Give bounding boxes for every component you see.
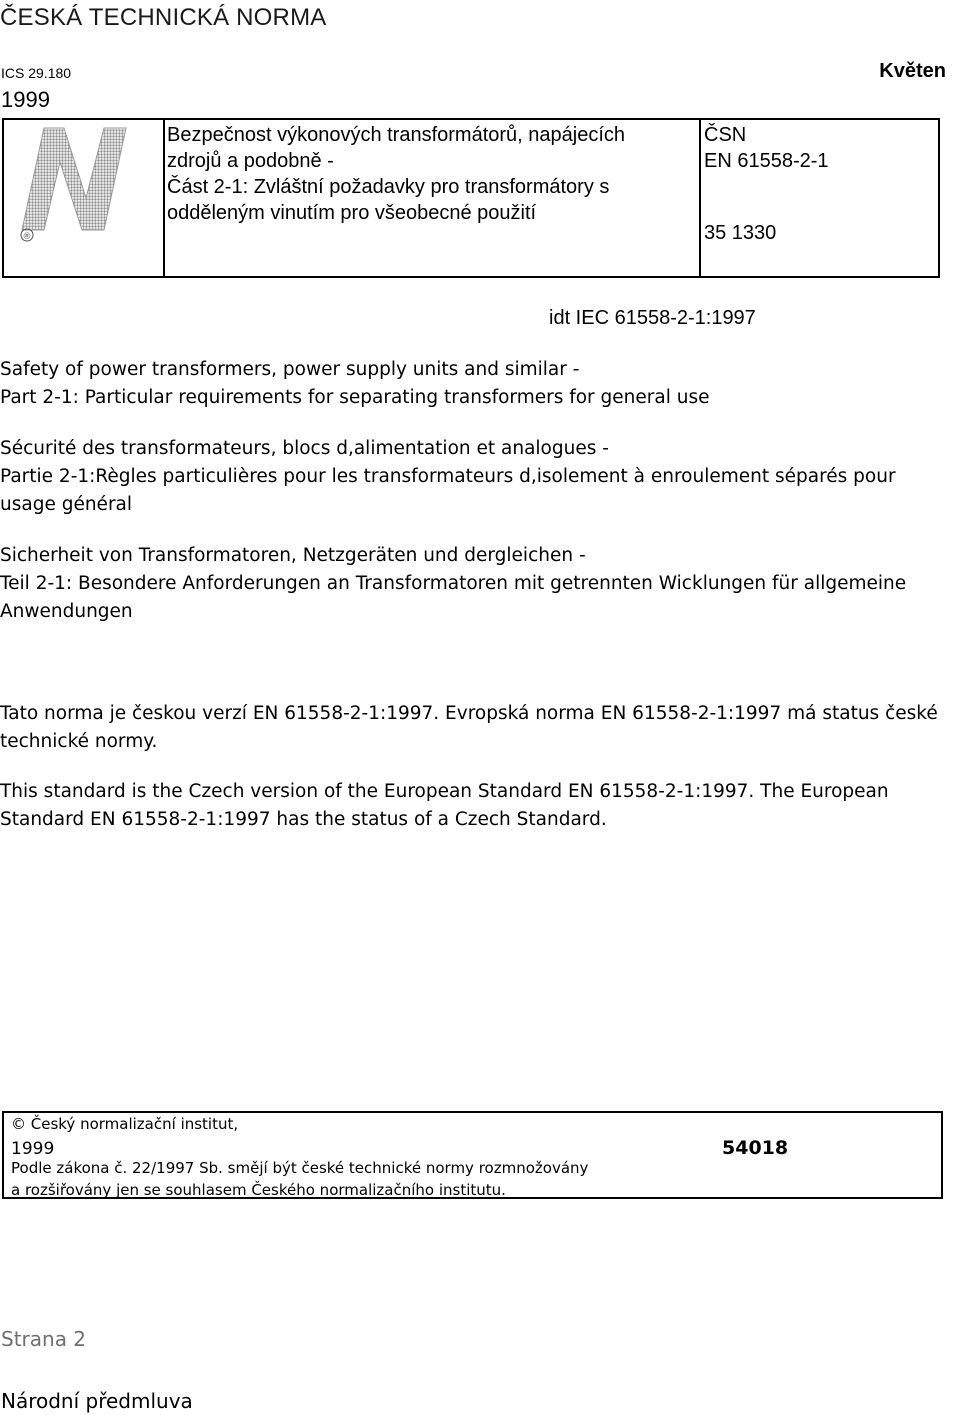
text-line: Tato norma je českou verzí EN 61558-2-1:1997. Evropská norma EN 61558-2-1:1997 má status české xyxy=(0,703,938,724)
title-line: odděleným vinutím pro všeobecné použití xyxy=(167,202,537,224)
header-year: 1999 xyxy=(1,87,50,112)
standard-number xyxy=(704,122,829,174)
price-code: 54018 xyxy=(722,1137,789,1159)
status-czech xyxy=(0,700,958,756)
classification-code: 35 1330 xyxy=(704,222,777,244)
text-line: technické normy. xyxy=(0,731,158,752)
title-line: zdrojů a podobně - xyxy=(167,150,334,172)
document-heading: ČESKÁ TECHNICKÁ NORMA xyxy=(0,4,327,31)
text-line: This standard is the Czech version of the European Standard EN 61558-2-1:1997. The European xyxy=(0,781,889,802)
page-number: Strana 2 xyxy=(1,1327,87,1351)
csn-label: ČSN xyxy=(704,124,747,146)
header-month: Květen xyxy=(879,60,946,82)
section-heading: Národní předmluva xyxy=(1,1389,193,1413)
csn-logo-icon xyxy=(4,120,163,276)
text-line: Anwendungen xyxy=(0,601,133,622)
title-line: Část 2-1: Zvláštní požadavky pro transformátory s xyxy=(167,176,610,198)
text-line: Partie 2-1:Règles particulières pour les transformateurs d,isolement à enroulement séparés pour xyxy=(0,466,896,487)
text-line: Part 2-1: Particular requirements for separating transformers for general use xyxy=(0,387,710,408)
copyright-notice: © Český normalizační institut, xyxy=(11,1115,239,1133)
standard-title-cz xyxy=(167,122,695,226)
identity-reference: idt IEC 61558-2-1:1997 xyxy=(549,307,756,329)
registered-mark: ® xyxy=(22,232,32,242)
title-line: Bezpečnost výkonových transformátorů, napájecích xyxy=(167,124,626,146)
text-line: Standard EN 61558-2-1:1997 has the status of a Czech Standard. xyxy=(0,809,607,830)
copyright-year: 1999 xyxy=(11,1139,55,1159)
copyright-box xyxy=(2,1111,943,1199)
csn-logo xyxy=(4,120,163,276)
status-english xyxy=(0,778,958,834)
title-french xyxy=(0,435,958,519)
standard-header-box xyxy=(2,118,940,278)
title-german xyxy=(0,542,958,626)
text-line: Teil 2-1: Besondere Anforderungen an Transformatoren mit getrennten Wicklungen für allgemeine xyxy=(0,573,907,594)
law-notice-line: Podle zákona č. 22/1997 Sb. smějí být české technické normy rozmnožovány xyxy=(11,1159,589,1177)
text-line: Sicherheit von Transformatoren, Netzgeräten und dergleichen - xyxy=(0,545,586,566)
text-line: Sécurité des transformateurs, blocs d,alimentation et analogues - xyxy=(0,438,609,459)
title-english xyxy=(0,356,958,412)
text-line: usage général xyxy=(0,494,133,515)
ics-code: ICS 29.180 xyxy=(1,65,72,81)
law-notice-line: a rozšiřovány jen se souhlasem Českého normalizačního institutu. xyxy=(11,1181,506,1199)
en-code: EN 61558-2-1 xyxy=(704,150,829,172)
text-line: Safety of power transformers, power supply units and similar - xyxy=(0,359,580,380)
